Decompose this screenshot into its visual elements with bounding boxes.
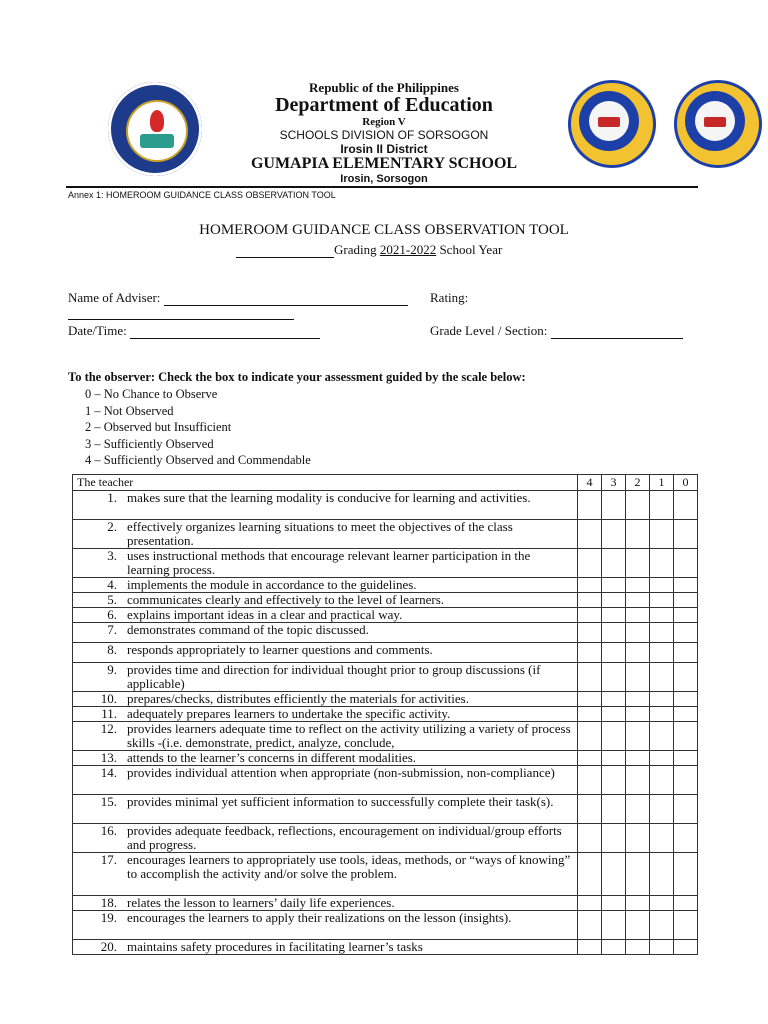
rating-checkbox-0[interactable] xyxy=(674,643,698,663)
scale-list xyxy=(85,386,311,469)
rating-checkbox-1[interactable] xyxy=(650,578,674,593)
rating-checkbox-2[interactable] xyxy=(626,643,650,663)
rating-checkbox-1[interactable] xyxy=(650,795,674,824)
observation-table xyxy=(72,474,698,955)
table-row xyxy=(73,853,698,896)
table-row xyxy=(73,549,698,578)
row-number: 20. xyxy=(73,940,124,955)
row-criterion: provides minimal yet sufficient information to successfully complete their task(s). xyxy=(123,795,578,824)
observer-instructions: To the observer: Check the box to indicate your assessment guided by the scale below: xyxy=(68,370,526,384)
rating-checkbox-4[interactable] xyxy=(578,896,602,911)
row-number: 12. xyxy=(73,722,124,751)
deped-seal-logo xyxy=(108,82,202,176)
rating-label: Rating: xyxy=(430,290,469,305)
row-criterion: prepares/checks, distributes efficiently the materials for activities. xyxy=(123,692,578,707)
rating-checkbox-1[interactable] xyxy=(650,520,674,549)
rating-checkbox-4[interactable] xyxy=(578,643,602,663)
rating-checkbox-3[interactable] xyxy=(602,692,626,707)
rating-checkbox-2[interactable] xyxy=(626,593,650,608)
rating-checkbox-1[interactable] xyxy=(650,911,674,940)
grading-label: Grading xyxy=(334,242,377,257)
rating-checkbox-0[interactable] xyxy=(674,663,698,692)
rating-checkbox-4[interactable] xyxy=(578,549,602,578)
rating-checkbox-4[interactable] xyxy=(578,707,602,722)
rating-checkbox-2[interactable] xyxy=(626,853,650,896)
rating-checkbox-0[interactable] xyxy=(674,751,698,766)
rating-checkbox-2[interactable] xyxy=(626,608,650,623)
table-row xyxy=(73,608,698,623)
row-criterion: communicates clearly and effectively to the level of learners. xyxy=(123,593,578,608)
rating-checkbox-3[interactable] xyxy=(602,795,626,824)
rating-checkbox-3[interactable] xyxy=(602,824,626,853)
row-criterion: maintains safety procedures in facilitating learner’s tasks xyxy=(123,940,578,955)
scale-item: 4 – Sufficiently Observed and Commendable xyxy=(85,453,311,467)
rating-checkbox-0[interactable] xyxy=(674,795,698,824)
table-row xyxy=(73,795,698,824)
rating-checkbox-4[interactable] xyxy=(578,824,602,853)
rating-checkbox-4[interactable] xyxy=(578,766,602,795)
row-number: 8. xyxy=(73,643,124,663)
rating-checkbox-2[interactable] xyxy=(626,766,650,795)
rating-checkbox-4[interactable] xyxy=(578,940,602,955)
rating-checkbox-0[interactable] xyxy=(674,491,698,520)
rating-checkbox-1[interactable] xyxy=(650,940,674,955)
rating-checkbox-3[interactable] xyxy=(602,751,626,766)
rating-checkbox-1[interactable] xyxy=(650,491,674,520)
rating-checkbox-3[interactable] xyxy=(602,766,626,795)
rating-checkbox-2[interactable] xyxy=(626,795,650,824)
rating-checkbox-2[interactable] xyxy=(626,911,650,940)
table-row xyxy=(73,578,698,593)
row-number: 14. xyxy=(73,766,124,795)
row-number: 9. xyxy=(73,663,124,692)
rating-checkbox-2[interactable] xyxy=(626,707,650,722)
rating-checkbox-4[interactable] xyxy=(578,593,602,608)
rating-checkbox-3[interactable] xyxy=(602,896,626,911)
rating-checkbox-1[interactable] xyxy=(650,766,674,795)
rating-checkbox-2[interactable] xyxy=(626,692,650,707)
row-number: 15. xyxy=(73,795,124,824)
rating-checkbox-3[interactable] xyxy=(602,549,626,578)
rating-checkbox-3[interactable] xyxy=(602,491,626,520)
row-criterion: provides learners adequate time to reflect on the activity utilizing a variety of process skills -(i.e. demonstrate, predict, analyze, conclude, xyxy=(123,722,578,751)
grading-line xyxy=(236,242,502,258)
rating-checkbox-4[interactable] xyxy=(578,722,602,751)
rating-checkbox-3[interactable] xyxy=(602,940,626,955)
rating-checkbox-4[interactable] xyxy=(578,491,602,520)
rating-checkbox-3[interactable] xyxy=(602,593,626,608)
rating-checkbox-3[interactable] xyxy=(602,520,626,549)
rating-checkbox-0[interactable] xyxy=(674,623,698,643)
table-row xyxy=(73,491,698,520)
rating-checkbox-0[interactable] xyxy=(674,520,698,549)
rating-checkbox-4[interactable] xyxy=(578,692,602,707)
rating-checkbox-2[interactable] xyxy=(626,896,650,911)
row-criterion: provides adequate feedback, reflections, encouragement on individual/group efforts and progress. xyxy=(123,824,578,853)
row-number: 16. xyxy=(73,824,124,853)
rating-checkbox-4[interactable] xyxy=(578,751,602,766)
scale-item: 3 – Sufficiently Observed xyxy=(85,436,214,451)
row-criterion: implements the module in accordance to the guidelines. xyxy=(123,578,578,593)
region-line: Region V xyxy=(362,116,406,128)
rating-checkbox-0[interactable] xyxy=(674,608,698,623)
rating-checkbox-4[interactable] xyxy=(578,520,602,549)
grade-field[interactable] xyxy=(430,323,683,339)
row-criterion: responds appropriately to learner questions and comments. xyxy=(123,643,578,663)
adviser-field[interactable] xyxy=(68,290,408,306)
annex-label: Annex 1: HOMEROOM GUIDANCE CLASS OBSERVATION TOOL xyxy=(68,190,336,200)
table-row xyxy=(73,663,698,692)
table-row xyxy=(73,707,698,722)
row-criterion: encourages the learners to apply their realizations on the lesson (insights). xyxy=(123,911,578,940)
rating-checkbox-4[interactable] xyxy=(578,608,602,623)
row-criterion: demonstrates command of the topic discussed. xyxy=(123,623,578,643)
rating-checkbox-0[interactable] xyxy=(674,549,698,578)
rating-checkbox-4[interactable] xyxy=(578,623,602,643)
col-header-0: 0 xyxy=(674,475,698,491)
rating-checkbox-0[interactable] xyxy=(674,896,698,911)
rating-checkbox-0[interactable] xyxy=(674,824,698,853)
rating-checkbox-0[interactable] xyxy=(674,578,698,593)
row-criterion: explains important ideas in a clear and practical way. xyxy=(123,608,578,623)
rating-checkbox-3[interactable] xyxy=(602,608,626,623)
row-number: 13. xyxy=(73,751,124,766)
rating-checkbox-2[interactable] xyxy=(626,824,650,853)
col-header-4: 4 xyxy=(578,475,602,491)
row-criterion: adequately prepares learners to undertake the specific activity. xyxy=(123,707,578,722)
row-number: 10. xyxy=(73,692,124,707)
rating-checkbox-0[interactable] xyxy=(674,940,698,955)
republic-line: Republic of the Philippines xyxy=(309,80,459,95)
rating-checkbox-1[interactable] xyxy=(650,896,674,911)
header-divider xyxy=(66,186,698,188)
rating-checkbox-0[interactable] xyxy=(674,593,698,608)
rating-checkbox-3[interactable] xyxy=(602,663,626,692)
rating-checkbox-0[interactable] xyxy=(674,766,698,795)
blank-line xyxy=(68,319,294,320)
school-year-suffix: School Year xyxy=(439,242,503,257)
scale-item: 0 – No Chance to Observe xyxy=(85,387,218,401)
row-number: 19. xyxy=(73,911,124,940)
table-row xyxy=(73,593,698,608)
school-seal-logo-left xyxy=(568,80,656,168)
rating-checkbox-1[interactable] xyxy=(650,608,674,623)
row-criterion: effectively organizes learning situations to meet the objectives of the class presentation. xyxy=(123,520,578,549)
table-row xyxy=(73,751,698,766)
row-number: 11. xyxy=(73,707,124,722)
rating-checkbox-1[interactable] xyxy=(650,824,674,853)
rating-checkbox-2[interactable] xyxy=(626,491,650,520)
rating-checkbox-2[interactable] xyxy=(626,549,650,578)
rating-checkbox-0[interactable] xyxy=(674,692,698,707)
scale-item: 2 – Observed but Insufficient xyxy=(85,420,232,434)
rating-checkbox-2[interactable] xyxy=(626,623,650,643)
row-number: 1. xyxy=(73,491,124,520)
row-number: 17. xyxy=(73,853,124,896)
division-line: SCHOOLS DIVISION OF SORSOGON xyxy=(279,128,489,142)
rating-checkbox-4[interactable] xyxy=(578,663,602,692)
district-line: Irosin II District xyxy=(340,142,428,156)
row-criterion: uses instructional methods that encourage relevant learner participation in the learning process. xyxy=(123,549,578,578)
rating-checkbox-3[interactable] xyxy=(602,643,626,663)
row-criterion: encourages learners to appropriately use tools, ideas, methods, or “ways of knowing” to accomplish the activity and/or solve the problem. xyxy=(123,853,578,896)
table-row xyxy=(73,896,698,911)
table-row xyxy=(73,766,698,795)
row-number: 3. xyxy=(73,549,124,578)
datetime-label: Date/Time: xyxy=(68,323,127,338)
rating-checkbox-4[interactable] xyxy=(578,911,602,940)
scale-item: 1 – Not Observed xyxy=(85,403,174,418)
table-row xyxy=(73,520,698,549)
adviser-label: Name of Adviser: xyxy=(68,290,161,305)
school-seal-logo-right xyxy=(674,80,762,168)
row-criterion: makes sure that the learning modality is conducive for learning and activities. xyxy=(123,491,578,520)
table-row xyxy=(73,722,698,751)
rating-checkbox-1[interactable] xyxy=(650,549,674,578)
row-number: 18. xyxy=(73,896,124,911)
rating-checkbox-1[interactable] xyxy=(650,593,674,608)
rating-checkbox-3[interactable] xyxy=(602,853,626,896)
rating-checkbox-3[interactable] xyxy=(602,623,626,643)
table-row xyxy=(73,692,698,707)
rating-checkbox-3[interactable] xyxy=(602,911,626,940)
rating-checkbox-2[interactable] xyxy=(626,940,650,955)
form-title: HOMEROOM GUIDANCE CLASS OBSERVATION TOOL xyxy=(199,222,569,238)
rating-checkbox-1[interactable] xyxy=(650,692,674,707)
rating-checkbox-1[interactable] xyxy=(650,623,674,643)
school-name: GUMAPIA ELEMENTARY SCHOOL xyxy=(250,155,518,172)
row-criterion: provides time and direction for individual thought prior to group discussions (if applicable) xyxy=(123,663,578,692)
rating-checkbox-3[interactable] xyxy=(602,722,626,751)
grade-label: Grade Level / Section: xyxy=(430,323,548,338)
rating-checkbox-1[interactable] xyxy=(650,643,674,663)
col-header-1: 1 xyxy=(650,475,674,491)
col-header-3: 3 xyxy=(602,475,626,491)
rating-checkbox-2[interactable] xyxy=(626,520,650,549)
row-number: 7. xyxy=(73,623,124,643)
row-number: 4. xyxy=(73,578,124,593)
school-year-value: 2021-2022 xyxy=(379,242,437,257)
school-location: Irosin, Sorsogon xyxy=(340,173,428,185)
col-header-2: 2 xyxy=(626,475,650,491)
table-row xyxy=(73,940,698,955)
rating-checkbox-0[interactable] xyxy=(674,722,698,751)
rating-checkbox-0[interactable] xyxy=(674,707,698,722)
rating-checkbox-0[interactable] xyxy=(674,853,698,896)
table-header-teacher: The teacher xyxy=(73,475,578,491)
row-criterion: attends to the learner’s concerns in different modalities. xyxy=(123,751,578,766)
rating-checkbox-2[interactable] xyxy=(626,578,650,593)
rating-checkbox-1[interactable] xyxy=(650,707,674,722)
rating-checkbox-2[interactable] xyxy=(626,751,650,766)
rating-checkbox-2[interactable] xyxy=(626,722,650,751)
department-title: Department of Education xyxy=(275,94,493,116)
rating-checkbox-0[interactable] xyxy=(674,911,698,940)
rating-checkbox-4[interactable] xyxy=(578,853,602,896)
rating-checkbox-4[interactable] xyxy=(578,578,602,593)
table-row xyxy=(73,824,698,853)
row-criterion: provides individual attention when appropriate (non-submission, non-compliance) xyxy=(123,766,578,795)
rating-checkbox-4[interactable] xyxy=(578,795,602,824)
rating-checkbox-1[interactable] xyxy=(650,751,674,766)
rating-checkbox-1[interactable] xyxy=(650,722,674,751)
row-number: 5. xyxy=(73,593,124,608)
rating-checkbox-3[interactable] xyxy=(602,578,626,593)
rating-checkbox-3[interactable] xyxy=(602,707,626,722)
table-row xyxy=(73,643,698,663)
table-row xyxy=(73,623,698,643)
table-row xyxy=(73,911,698,940)
row-criterion: relates the lesson to learners’ daily life experiences. xyxy=(123,896,578,911)
row-number: 6. xyxy=(73,608,124,623)
rating-checkbox-1[interactable] xyxy=(650,853,674,896)
datetime-field[interactable] xyxy=(68,323,320,339)
rating-checkbox-2[interactable] xyxy=(626,663,650,692)
rating-checkbox-1[interactable] xyxy=(650,663,674,692)
row-number: 2. xyxy=(73,520,124,549)
